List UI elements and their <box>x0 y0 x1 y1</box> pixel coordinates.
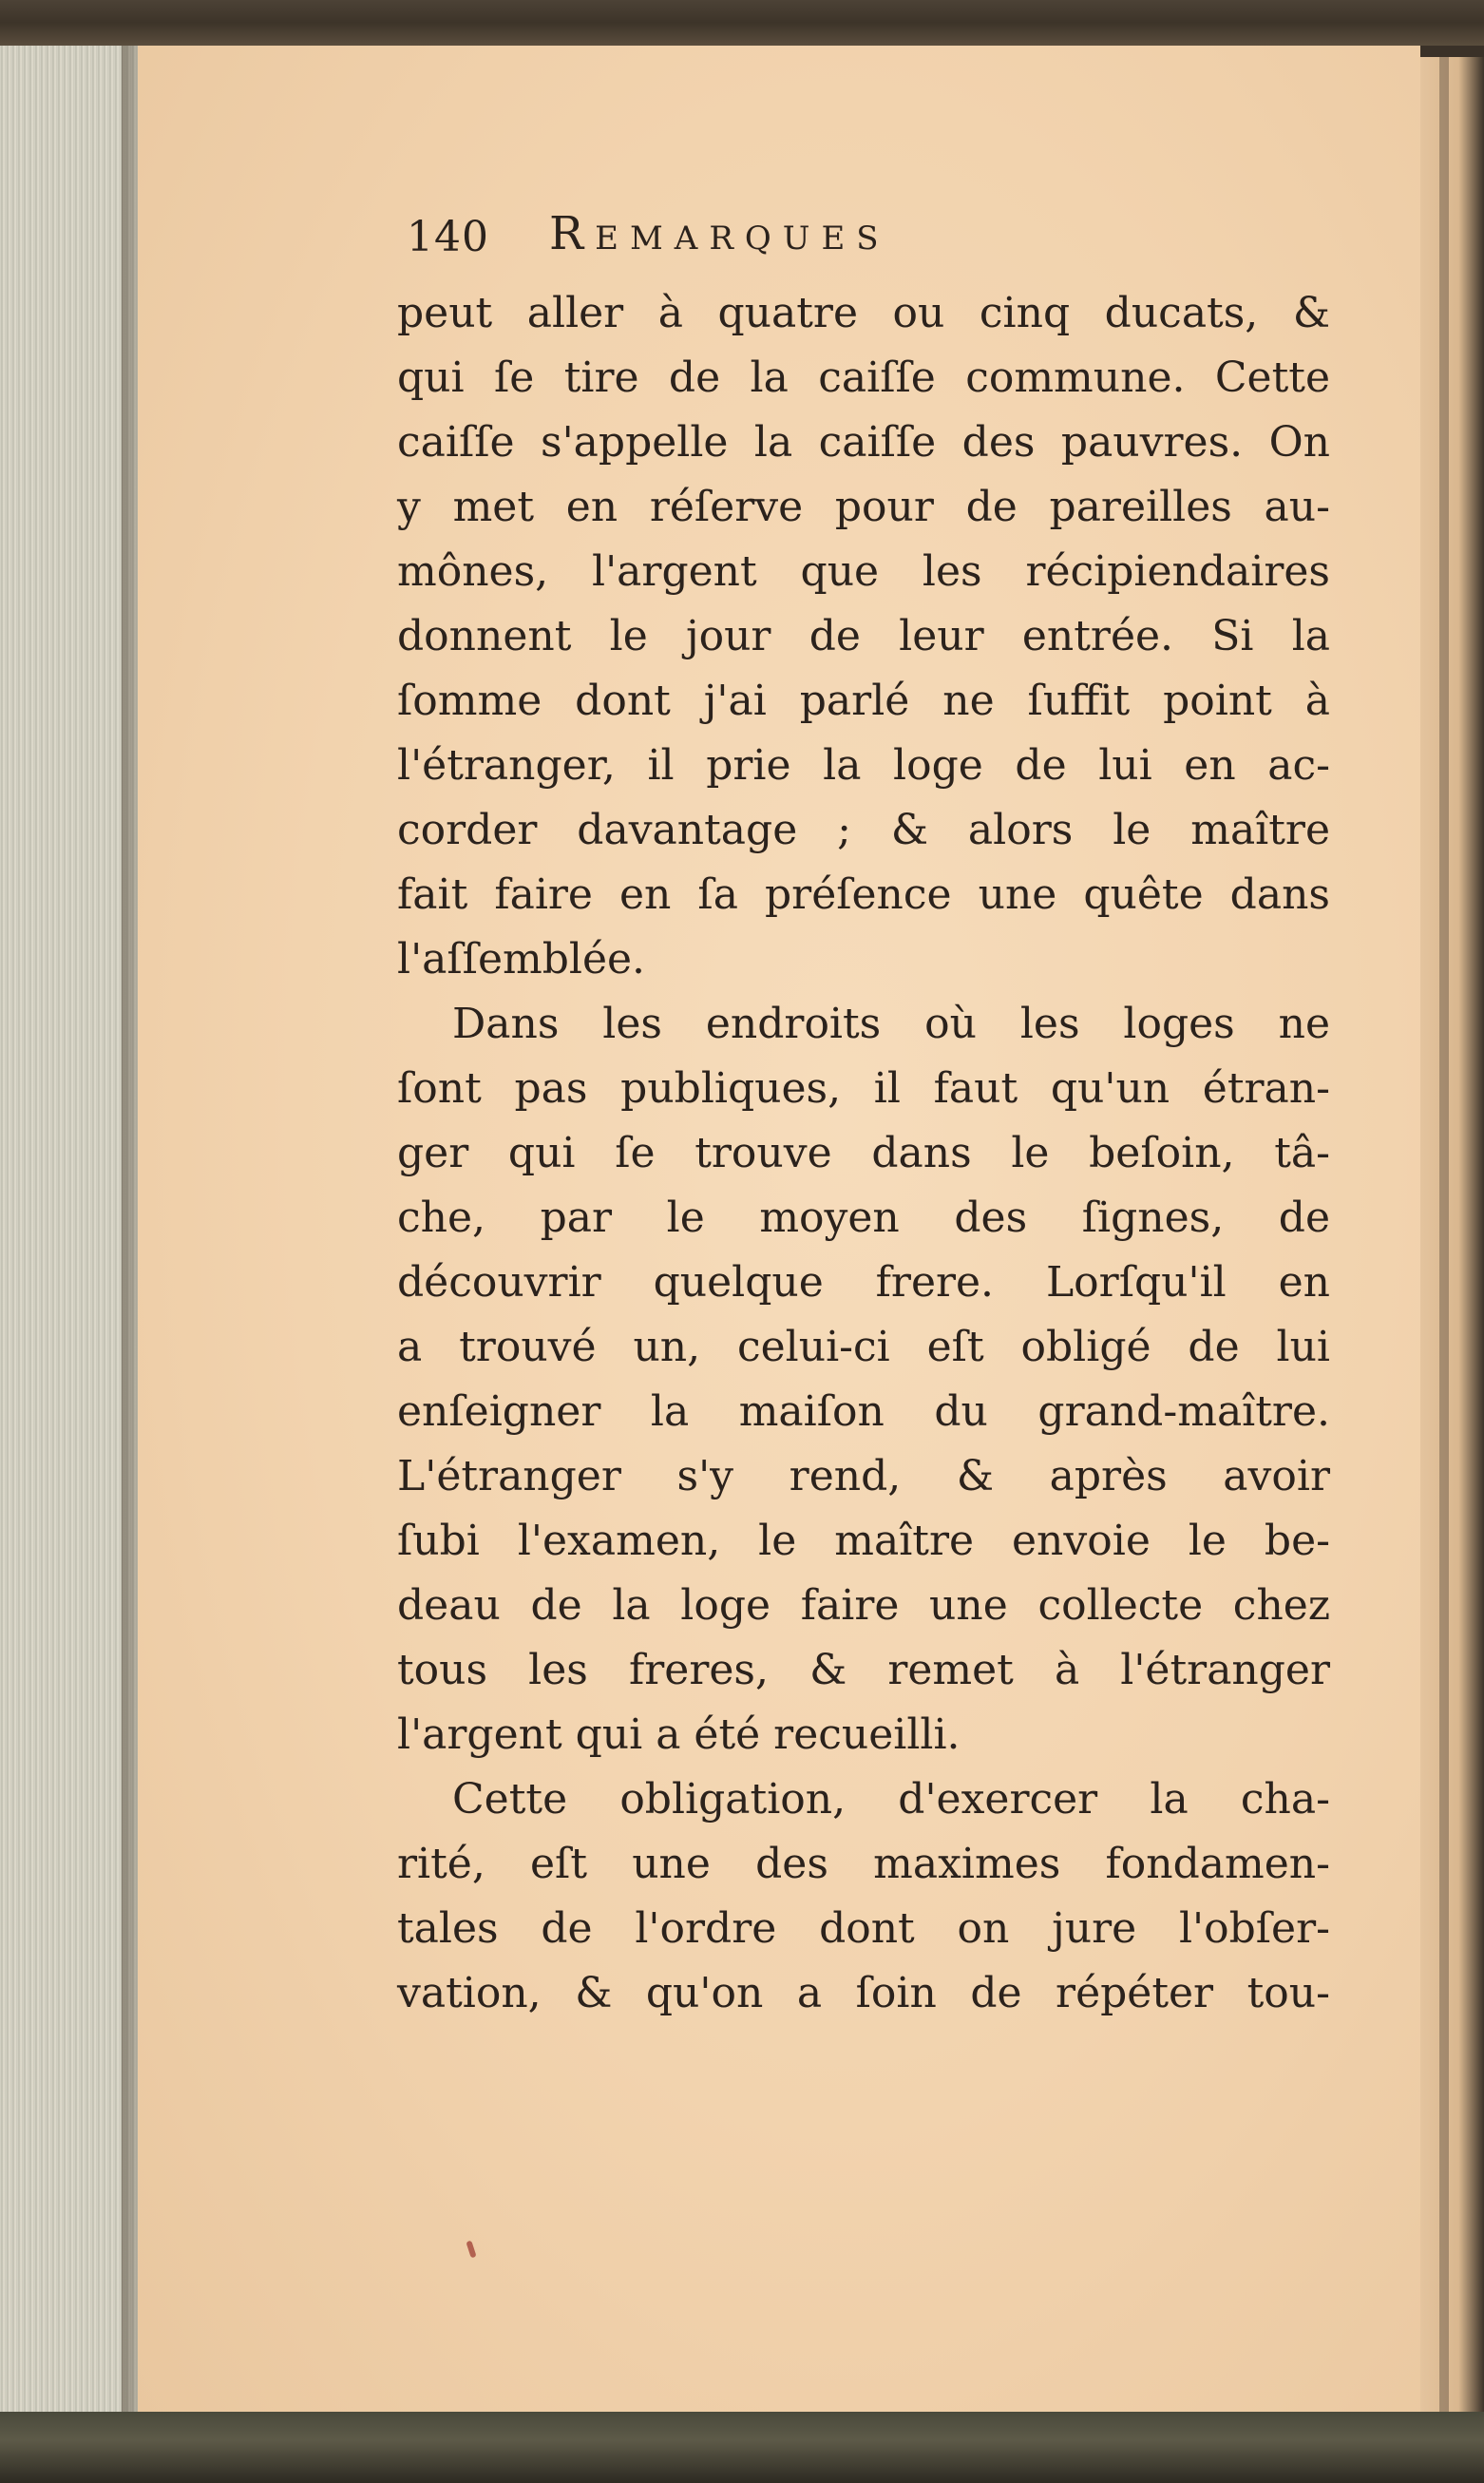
text-line: ſubi l'examen, le maître envoie le be- <box>397 1517 1330 1565</box>
text-line: donnent le jour de leur entrée. Si la <box>397 612 1330 660</box>
text-line: che, par le moyen des ſignes, de <box>397 1194 1330 1242</box>
text-line: corder davantage ; & alors le maître <box>397 806 1330 854</box>
text-line: Cette obligation, d'exercer la cha- <box>452 1775 1330 1824</box>
body-text <box>397 281 1330 2026</box>
text-line: qui ſe tire de la caiſſe commune. Cette <box>397 353 1330 402</box>
page-edges-left <box>0 46 138 2412</box>
text-line: a trouvé un, celui-ci eſt obligé de lui <box>397 1323 1330 1371</box>
right-page-edge <box>1420 57 1484 2414</box>
running-head: Remarques <box>549 207 890 260</box>
text-line: L'étranger s'y rend, & après avoir <box>397 1452 1330 1500</box>
text-line: l'aſſemblée. <box>397 935 646 984</box>
text-line: l'argent qui a été recueilli. <box>397 1710 961 1759</box>
text-line: découvrir quelque frere. Lorſqu'il en <box>397 1258 1330 1307</box>
text-line: tales de l'ordre dont on jure l'obſer- <box>397 1904 1330 1953</box>
text-line: l'étranger, il prie la loge de lui en ac- <box>397 741 1330 790</box>
page-number: 140 <box>407 213 489 261</box>
page-header <box>407 207 1129 274</box>
text-line: fait faire en ſa préſence une quête dans <box>397 870 1330 919</box>
text-line: vation, & qu'on a ſoin de répéter tou- <box>397 1969 1330 2017</box>
text-line: mônes, l'argent que les récipiendaires <box>397 547 1330 596</box>
text-line: ſomme dont j'ai parlé ne ſuffit point à <box>397 677 1330 725</box>
text-line: ger qui ſe trouve dans le beſoin, tâ- <box>397 1129 1330 1177</box>
bottom-binding <box>0 2412 1484 2483</box>
text-line: tous les freres, & remet à l'étranger <box>397 1646 1330 1694</box>
text-line: ſont pas publiques, il faut qu'un étran- <box>397 1064 1330 1113</box>
text-line: enſeigner la maiſon du grand-maître. <box>397 1387 1330 1436</box>
text-line: deau de la loge faire une collecte chez <box>397 1581 1330 1630</box>
text-line: y met en réſerve pour de pareilles au- <box>397 483 1330 531</box>
right-page-shadow <box>1439 57 1449 2414</box>
text-line: peut aller à quatre ou cinq ducats, & <box>397 289 1330 337</box>
text-line: caiſſe s'appelle la caiſſe des pauvres. On <box>397 418 1330 467</box>
top-binding <box>0 0 1484 46</box>
text-line: Dans les endroits où les loges ne <box>452 1000 1330 1048</box>
text-line: rité, eſt une des maximes fondamen- <box>397 1840 1330 1888</box>
